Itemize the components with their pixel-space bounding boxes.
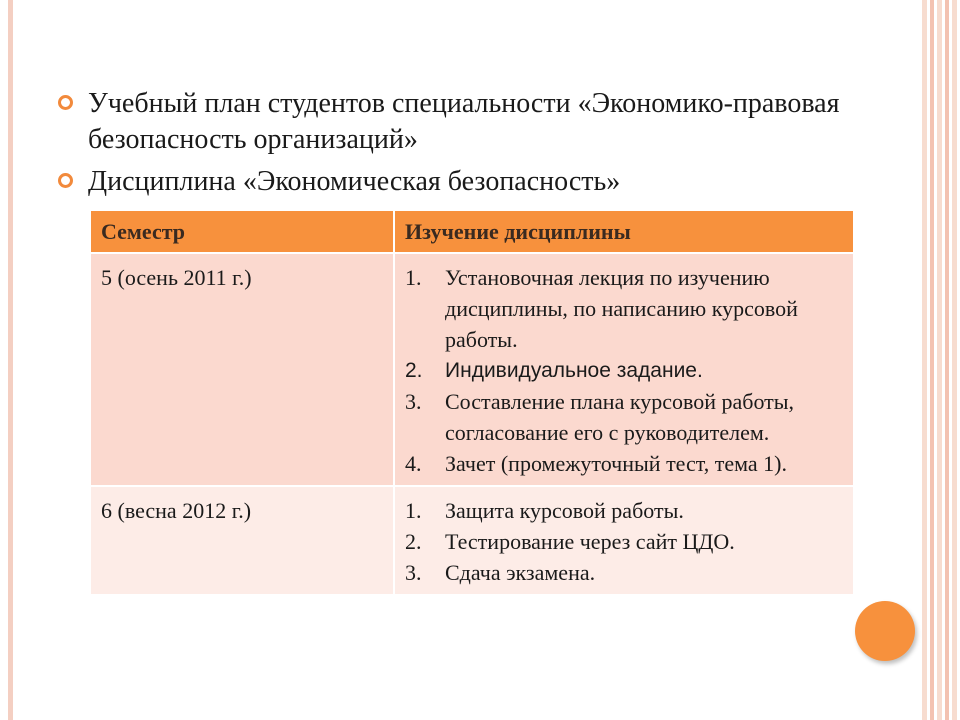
list-item: [405, 557, 843, 588]
bullet-text: Учебный план студентов специальности «Экономико-правовая безопасность организаций»: [88, 88, 840, 155]
list-item: [405, 448, 843, 479]
item-number: 3.: [405, 560, 422, 585]
item-number: 1.: [405, 498, 422, 523]
study-plan-table: [91, 211, 855, 594]
item-text: Сдача экзамена.: [445, 560, 596, 585]
item-text: Защита курсовой работы.: [445, 498, 684, 523]
item-text: Составление плана курсовой работы, согласование его с руководителем.: [445, 389, 795, 445]
item-text: Зачет (промежуточный тест, тема 1).: [445, 451, 787, 476]
circle-bullet-icon: [58, 173, 73, 188]
item-number: 3.: [405, 389, 422, 414]
bullet-list: [62, 86, 892, 206]
item-text: Установочная лекция по изучению дисциплины, по написанию курсовой работы.: [445, 265, 798, 352]
item-text: Индивидуальное задание.: [445, 359, 703, 382]
list-item: [405, 355, 843, 386]
activities-cell: [394, 486, 854, 594]
header-study: Изучение дисциплины: [394, 211, 854, 253]
left-frame-stripe: [8, 0, 13, 720]
decorative-circle: [855, 601, 915, 661]
list-item: [405, 526, 843, 557]
item-number: 1.: [405, 265, 422, 290]
header-semester: Семестр: [91, 211, 394, 253]
circle-bullet-icon: [58, 95, 73, 110]
list-item: [405, 262, 843, 355]
semester-cell: 6 (весна 2012 г.): [91, 486, 394, 594]
list-item: [405, 386, 843, 448]
bullet-item-discipline: [62, 164, 892, 200]
right-frame-stripes: [922, 0, 960, 720]
item-number: 2.: [405, 529, 422, 554]
item-text: Тестирование через сайт ЦДО.: [445, 529, 735, 554]
table-row: [91, 253, 854, 486]
semester-cell: 5 (осень 2011 г.): [91, 253, 394, 486]
bullet-text: Дисциплина «Экономическая безопасность»: [88, 166, 621, 197]
item-number: 4.: [405, 451, 422, 476]
item-number: 2.: [405, 359, 423, 382]
list-item: [405, 495, 843, 526]
table-header-row: [91, 211, 854, 253]
table-row: [91, 486, 854, 594]
bullet-item-curriculum: [62, 86, 892, 158]
activities-cell: [394, 253, 854, 486]
